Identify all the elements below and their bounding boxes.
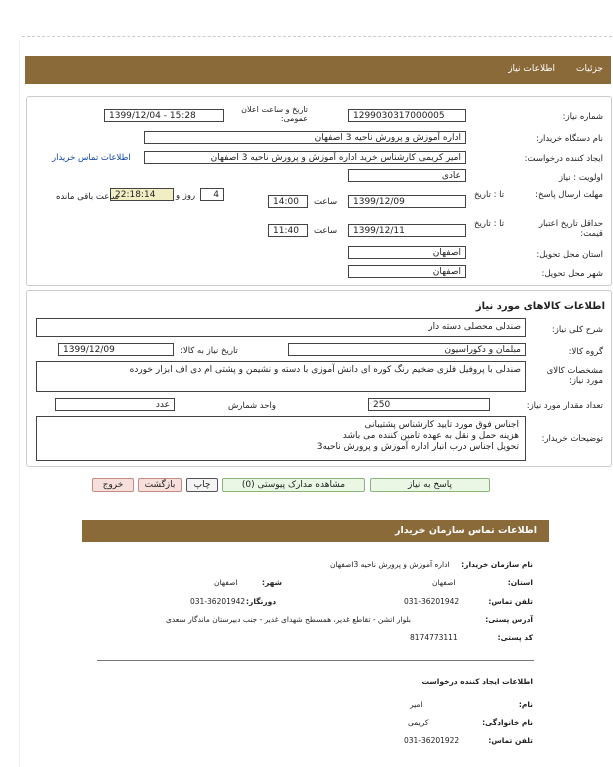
contact-province-label: استان:: [507, 578, 533, 587]
unit-field: عدد: [55, 398, 175, 411]
remaining-days-label: روز و: [176, 191, 196, 201]
announce-field: 1399/12/04 - 15:28: [104, 109, 224, 122]
contact-org-value: اداره آموزش و پرورش ناحیه 3اصفهان: [330, 560, 450, 569]
specs-field: صندلی با پروفیل فلزی ضخیم رنگ کوره ای دانش آموزی با دسته و نشیمن و پشتی ام دی اف ابزار خورده: [36, 361, 526, 392]
contact-phone-value: 031-36201942: [404, 597, 460, 606]
city-label: شهر محل تحویل:: [541, 269, 603, 279]
buyer-org-label: نام دستگاه خریدار:: [536, 134, 603, 144]
attachments-button[interactable]: مشاهده مدارک پیوستی (0): [222, 478, 365, 492]
summary-label: شرح کلی نیاز:: [551, 325, 603, 335]
top-separator: [22, 36, 612, 37]
creator-last-name-label: نام خانوادگی:: [482, 718, 533, 727]
need-date-label: تاریخ نیاز به کالا:: [180, 346, 238, 356]
summary-field: صندلی محصلی دسته دار: [36, 318, 526, 337]
creator-last-name-value: کریمی: [408, 718, 429, 727]
unit-label: واحد شمارش: [228, 401, 276, 411]
buyer-org-field: اداره آموزش و پرورش ناحیه 3 اصفهان: [144, 131, 466, 144]
remaining-days-field: 4: [200, 188, 224, 201]
group-label: گروه کالا:: [568, 347, 603, 357]
buyer-note-line: هزینه حمل و نقل به عهده تامین کننده می باشد: [342, 431, 519, 441]
validity-label: حداقل تاریخ اعتبار قیمت:: [538, 219, 603, 239]
contact-title: اطلاعات تماس سازمان خریدار: [394, 525, 537, 536]
reply-button[interactable]: پاسخ به نیاز: [370, 478, 490, 492]
buyer-notes-label: توضیحات خریدار:: [541, 434, 603, 444]
priority-label: اولویت : نیاز: [558, 173, 603, 183]
validity-date-field: 1399/12/11: [348, 224, 466, 237]
qty-field: 250: [368, 398, 490, 411]
exit-button[interactable]: خروج: [92, 478, 134, 492]
remaining-time-field: 22:18:14: [110, 188, 174, 201]
need-date-field: 1399/12/09: [58, 343, 174, 356]
back-button[interactable]: بازگشت: [138, 478, 182, 492]
buyer-note-line: اجناس فوق مورد تایید کارشناس پشتیبانی: [364, 420, 519, 430]
creator-first-name-value: امیر: [410, 700, 423, 709]
contact-title-bar: [82, 520, 549, 542]
validity-time-field: 11:40: [268, 224, 308, 237]
contact-address-label: آدرس پستی:: [485, 615, 533, 624]
province-field: اصفهان: [348, 246, 466, 259]
tab-need-info[interactable]: اطلاعات نیاز: [508, 64, 555, 74]
creator-phone-value: 031-36201922: [404, 736, 460, 745]
buyer-note-line: تحویل اجناس درب انبار اداره آموزش و پرورش ناحیه3: [316, 442, 519, 452]
priority-field: عادی: [348, 169, 466, 182]
requester-label: ایجاد کننده درخواست:: [524, 154, 603, 164]
goods-title: اطلاعات کالاهای مورد نیاز: [475, 301, 605, 312]
tab-details[interactable]: جزئیات: [576, 64, 603, 74]
contact-postal-value: 8174773111: [410, 633, 458, 642]
specs-label: مشخصات کالای مورد نیاز:: [546, 366, 603, 386]
qty-label: تعداد مقدار مورد نیاز:: [526, 401, 603, 411]
buyer-notes-field: [36, 416, 526, 461]
contact-postal-label: کد پستی:: [497, 633, 533, 642]
deadline-time-label: ساعت: [314, 197, 338, 207]
contact-address-value: بلوار اتشن - تقاطع غدیر، همسطح شهدای غدیر - جنب دبیرستان ماندگار سعدی: [166, 615, 412, 624]
buyer-contact-link[interactable]: اطلاعات تماس خریدار: [52, 153, 131, 163]
contact-city-value: اصفهان: [214, 578, 238, 587]
creator-title: اطلاعات ایجاد کننده درخواست: [421, 677, 533, 686]
creator-first-name-label: نام:: [518, 700, 533, 709]
contact-phone-label: تلفن تماس:: [488, 597, 533, 606]
contact-city-label: شهر:: [262, 578, 282, 587]
contact-province-value: اصفهان: [432, 578, 456, 587]
header-bar: [25, 56, 611, 84]
deadline-date-field: 1399/12/09: [348, 195, 466, 208]
creator-phone-label: تلفن تماس:: [488, 736, 533, 745]
deadline-time-field: 14:00: [268, 195, 308, 208]
deadline-label: مهلت ارسال پاسخ:: [535, 190, 603, 200]
validity-to-date-label: تا : تاریخ: [474, 219, 505, 229]
province-label: استان محل تحویل:: [536, 250, 603, 260]
contact-fax-value: 031-36201942: [190, 597, 246, 606]
print-button[interactable]: چاپ: [186, 478, 218, 492]
need-number-field: 1299030317000005: [348, 109, 466, 122]
contact-org-label: نام سازمان خریدار:: [461, 560, 533, 569]
city-field: اصفهان: [348, 265, 466, 278]
group-field: مبلمان و دکوراسیون: [288, 343, 526, 356]
page-left-edge: [19, 40, 20, 767]
deadline-to-date-label: تا : تاریخ: [474, 190, 505, 200]
announce-label: تاریخ و ساعت اعلان عمومی:: [241, 105, 308, 123]
requester-field: امیر کریمی کارشناس خرید اداره آموزش و پرورش ناحیه 3 اصفهان: [144, 151, 466, 164]
remaining-label: ساعت باقی مانده: [56, 192, 120, 202]
validity-time-label: ساعت: [314, 226, 338, 236]
contact-divider: [97, 660, 534, 661]
contact-fax-label: دورنگار:: [246, 597, 277, 606]
need-number-label: شماره نیاز:: [562, 112, 603, 122]
